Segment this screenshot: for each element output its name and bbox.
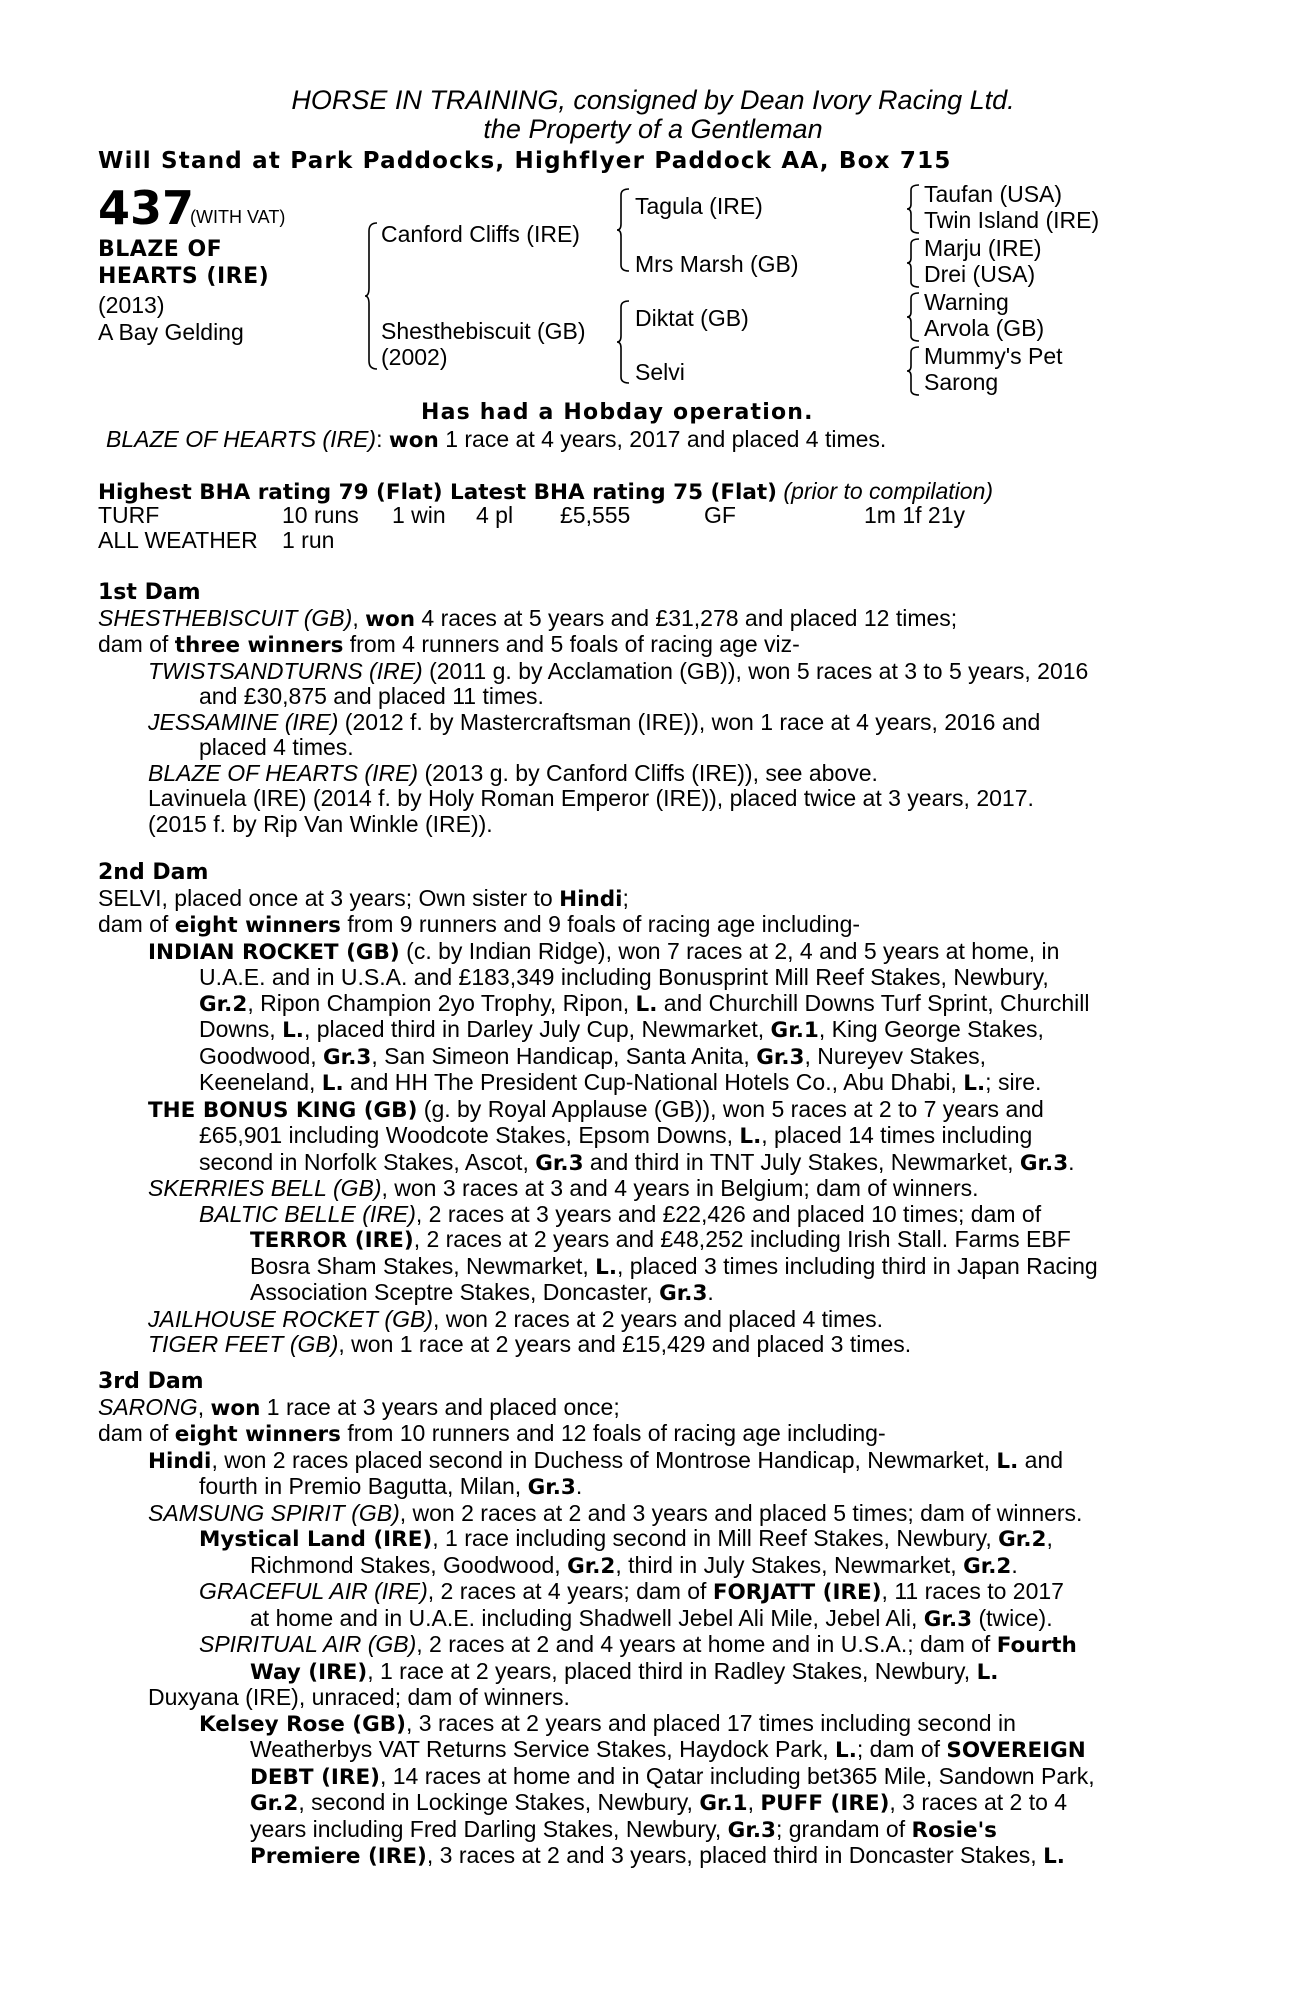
ss-sire: Taufan (USA) <box>924 181 1063 207</box>
ds-dam: Arvola (GB) <box>924 315 1045 341</box>
sire-brace <box>616 188 630 272</box>
sire-dam: Mrs Marsh (GB) <box>635 251 799 277</box>
third-dam-heading: 3rd Dam <box>98 1369 204 1394</box>
dam-year: (2002) <box>381 344 448 370</box>
ds-brace <box>906 292 920 342</box>
dam-dam: Selvi <box>635 359 685 385</box>
dam-brace <box>616 300 630 384</box>
lot-number: 437 <box>98 181 195 235</box>
second-dam-heading: 2nd Dam <box>98 860 209 885</box>
horse-name-line1: BLAZE OF <box>98 237 223 262</box>
sire-sire: Tagula (IRE) <box>635 193 763 219</box>
ds-sire: Warning <box>924 289 1009 315</box>
race-summary: BLAZE OF HEARTS (IRE): won 1 race at 4 years, 2017 and placed 4 times. <box>106 426 887 453</box>
vat-label: (WITH VAT) <box>190 207 286 227</box>
sd-dam: Drei (USA) <box>924 261 1036 287</box>
sire: Canford Cliffs (IRE) <box>381 221 580 247</box>
dam: Shesthebiscuit (GB) <box>381 318 586 344</box>
sd-brace <box>906 238 920 288</box>
dd-brace <box>906 346 920 396</box>
first-dam-section: 1st Dam SHESTHEBISCUIT (GB), won 4 races at 5 years and £31,278 and placed 12 times; dam of three winners from 4 runners and 5 foals of racing age viz- TWISTSANDTURNS (IRE) (2011 g. by Acclamation (GB)), won 5 races at 3 to 5 years, 2016 and £30,875 and placed 11 times. JESSAMINE (IRE) (2012 f. by Mastercraftsman (IRE)), won 1 race at 4 years, 2016 and placed 4 times. BLAZE OF HEARTS (IRE) (2013 g. by Canford Cliffs (IRE)), see above. Lavinuela (IRE) (2014 f. by Holy Roman Emperor (IRE)), placed twice at 3 years, 2017. (2015 f. by Rip Van Winkle (IRE)). <box>98 580 1208 837</box>
first-dam-heading: 1st Dam <box>98 580 201 605</box>
foaling-year: (2013) <box>98 292 165 318</box>
ss-brace <box>906 184 920 234</box>
consignment-line: HORSE IN TRAINING, consigned by Dean Ivory Racing Ltd. <box>291 85 1015 115</box>
property-line: the Property of a Gentleman <box>483 114 823 144</box>
summary-name: BLAZE OF HEARTS (IRE) <box>106 426 377 452</box>
second-dam-section: 2nd Dam SELVI, placed once at 3 years; Own sister to Hindi; dam of eight winners from 9 runners and 9 foals of racing age including- INDIAN ROCKET (GB) (c. by Indian Ridge), won 7 races at 2, 4 and 5 years at home, in U.A.E. and in U.S.A. and £183,349 including Bonusprint Mill Reef Stakes, Newbury, Gr.2, Ripon Champion 2yo Trophy, Ripon, L. and Churchill Downs Turf Sprint, Churchill Downs, L., placed third in Darley July Cup, Newmarket, Gr.1, King George Stakes, Goodwood, Gr.3, San Simeon Handicap, Santa Anita, Gr.3, Nureyev Stakes, Keeneland, L. and HH The President Cup-National Hotels Co., Abu Dhabi, L.; sire. THE BONUS KING (GB) (g. by Royal Applause (GB)), won 5 races at 2 to 7 years and £65,901 including Woodcote Stakes, Epsom Downs, L., placed 14 times including second in Norfolk Stakes, Ascot, Gr.3 and third in TNT July Stakes, Newmarket, Gr.3. SKERRIES BELL (GB), won 3 races at 3 and 4 years in Belgium; dam of winners. BALTIC BELLE (IRE), 2 races at 3 years and £22,426 and placed 10 times; dam of TERROR (IRE), 2 races at 2 years and £48,252 including Irish Stall. Farms EBF Bosra Sham Stakes, Newmarket, L., placed 3 times including third in Japan Racing Association Sceptre Stakes, Doncaster, Gr.3. JAILHOUSE ROCKET (GB), won 2 races at 2 years and placed 4 times. TIGER FEET (GB), won 1 race at 2 years and £15,429 and placed 3 times. <box>98 860 1208 1358</box>
hobday-note: Has had a Hobday operation. <box>421 400 814 425</box>
sire-dam-brace <box>364 222 378 370</box>
dam-sire: Diktat (GB) <box>635 305 749 331</box>
horse-description: A Bay Gelding <box>98 319 244 345</box>
stand-line: Will Stand at Park Paddocks, Highflyer Paddock AA, Box 715 <box>98 148 952 174</box>
third-dam-section: 3rd Dam SARONG, won 1 race at 3 years and placed once; dam of eight winners from 10 runners and 12 foals of racing age including- Hindi, won 2 races placed second in Duchess of Montrose Handicap, Newmarket, L. and fourth in Premio Bagutta, Milan, Gr.3. SAMSUNG SPIRIT (GB), won 2 races at 2 and 3 years and placed 5 times; dam of winners. Mystical Land (IRE), 1 race including second in Mill Reef Stakes, Newbury, Gr.2, Richmond Stakes, Goodwood, Gr.2, third in July Stakes, Newmarket, Gr.2. GRACEFUL AIR (IRE), 2 races at 4 years; dam of FORJATT (IRE), 11 races to 2017 at home and in U.A.E. including Shadwell Jebel Ali Mile, Jebel Ali, Gr.3 (twice). SPIRITUAL AIR (GB), 2 races at 2 and 4 years at home and in U.S.A.; dam of Fourth Way (IRE), 1 race at 2 years, placed third in Radley Stakes, Newbury, L. Duxyana (IRE), unraced; dam of winners. Kelsey Rose (GB), 3 races at 2 years and placed 17 times including second in Weatherbys VAT Returns Service Stakes, Haydock Park, L.; dam of SOVEREIGN DEBT (IRE), 14 races at home and in Qatar including bet365 Mile, Sandown Park, Gr.2, second in Lockinge Stakes, Newbury, Gr.1, PUFF (IRE), 3 races at 2 to 4 years including Fred Darling Stakes, Newbury, Gr.3; grandam of Rosie's Premiere (IRE), 3 races at 2 and 3 years, placed third in Doncaster Stakes, L. <box>98 1369 1208 1870</box>
bha-rating: Highest BHA rating 79 (Flat) Latest BHA rating 75 (Flat) (prior to compilation) <box>98 478 994 505</box>
dd-dam: Sarong <box>924 369 999 395</box>
sd-sire: Marju (IRE) <box>924 235 1042 261</box>
ss-dam: Twin Island (IRE) <box>924 207 1100 233</box>
dd-sire: Mummy's Pet <box>924 343 1063 369</box>
horse-name-line2: HEARTS (IRE) <box>98 264 270 289</box>
